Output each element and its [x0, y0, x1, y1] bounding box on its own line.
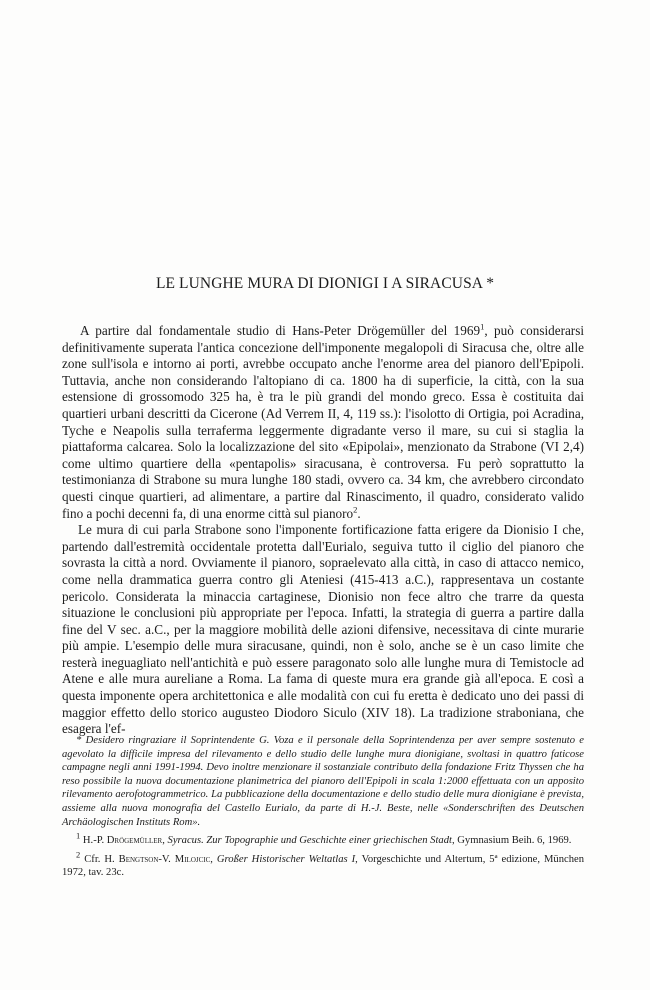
paragraph: [62, 522, 584, 738]
footnote-number: 1: [76, 830, 81, 841]
footnote: $^1$ H.-P. Drögemüller, Syracus. Zur Topographie und Geschichte einer griechischen Stadt, Gymnasium Beih. 6, 1969.: [76, 830, 572, 847]
footnote-work: Syracus. Zur Topographie und Geschichte einer griechischen Stadt: [167, 835, 452, 847]
footnotes: [62, 734, 584, 885]
footnote: $^2$ Cfr. H. Bengtson-V. Milojcic, Großer Historischer Weltatlas I, Vorgeschichte und Altertum, 5ª edizione, München 1972, tav. 23c.: [62, 849, 585, 879]
footnote-prefix: Cfr.: [84, 853, 105, 865]
article-body: [62, 323, 584, 738]
footnote-rest: , Vorgeschichte und Altertum, 5ª edizione, München 1972, tav. 23c.: [62, 853, 585, 879]
paragraph-text: A partire dal fondamentale studio di Hans-Peter Drögemüller del 1969: [80, 323, 481, 338]
footnote-ref[interactable]: 2: [353, 504, 358, 515]
footnote-author: H.-P. Drögemüller: [82, 835, 163, 847]
article-title: LE LUNGHE MURA DI DIONIGI I A SIRACUSA *: [155, 275, 495, 292]
footnote-rest: , Gymnasium Beih. 6, 1969.: [451, 835, 572, 847]
footnote-number: 2: [76, 849, 81, 860]
acknowledgement-note: * Desidero ringraziare il Soprintendente G. Voza e il personale della Soprintendenza per aver sempre sostenuto e agevolato la difficile impresa del rilevamento e dello studio delle lunghe mura dionigiane, svoltasi in quattro faticose campagne negli anni 1991-1994. Devo inoltre menzionare il sostanziale contributo della fondazione Fritz Thyssen che ha reso possibile la nuova documentazione planimetrica del pianoro dell'Epipoli in scala 1:2000 effettuata con un apposito rilevamento aerofotogrammetrico. La pubblicazione della documentazione e dello studio delle mura dionigiane è prevista, assieme alla nuova monografia del Castello Eurialo, da parte di H.-J. Beste, nelle «Sonderschriften des Deutschen Archäologischen Instituts Rom».: [62, 735, 584, 828]
footnote-work: Großer Historischer Weltatlas I: [216, 853, 356, 865]
paragraph-text: Le mura di cui parla Strabone sono l'imponente fortificazione fatta erigere da Dionisio I che, partendo dall'estremità occidentale protetta dall'Eurialo, seguiva tutto il ciglio del pianoro che sovrasta la città a nord. Ovviamente il pianoro, sopraelevato alla città, in caso di attacco nemico, come nella drammatica guerra contro gli Ateniesi (415-413 a.C.), rappresentava un costante pericolo. Considerata la minaccia cartaginese, Dionisio non fece altro che trarre da questa situazione le conclusioni più appropriate per l'epoca. Infatti, la strategia di guerra a partire dalla fine del V sec. a.C., per la maggiore mobilità delle azioni difensive, necessitava di cinte murarie più ampie. L'esempio delle mura siracusane, quindi, non è solo, anche se è un caso limite che resterà ineguagliato nell'antichità e può essere paragonato solo alle lunghe mura di Temistocle ad Atene e alle mura aureliane a Roma. La fama di queste mura era grande già all'epoca. E così a questa imponente opera architettonica e alle modalità con cui fu eretta è dedicato uno dei passi di maggior effetto dello storico augusteo Diodoro Siculo (XIV 18). La tradizione straboniana, che esagera l'ef-: [62, 522, 584, 737]
paragraph-text: , può considerarsi definitivamente superata l'antica concezione dell'imponente megalopoli di Siracusa che, oltre alle zone sull'isola e intorno ai porti, avrebbe occupato anche l'enorme area del pianoro dell'Epipoli. Tuttavia, anche non considerando l'altopiano di ca. 1800 ha di superficie, la città, con la sua estensione di grossomodo 325 ha, è tra le più grandi del mondo greco. Essa è costituita dai quartieri urbani descritti da Cicerone (Ad Verrem II, 4, 119 ss.): l'isolotto di Ortigia, poi Acradina, Tyche e Neapolis sulla terraferma leggermente digradante verso il mare, su cui si staglia la piattaforma calcarea. Solo la localizzazione del sito «Epipolai», menzionato da Strabone (VI 2,4) come ultimo quartiere della «pentapolis» siracusana, è controversa. Fu però soprattutto la testimonianza di Strabone su mura lunghe 180 stadi, ovvero ca. 34 km, che avrebbero circondato questi cinque quartieri, ad alimentare, a partire dal Rinascimento, il quadro, considerato valido fino a pochi decenni fa, di una enorme città sul pianoro: [62, 323, 584, 521]
footnote-author: H. Bengtson-V. Milojcic: [104, 853, 211, 865]
paragraph-text: .: [357, 505, 361, 521]
paragraph: [62, 323, 584, 522]
footnote-ref[interactable]: 1: [480, 321, 485, 332]
